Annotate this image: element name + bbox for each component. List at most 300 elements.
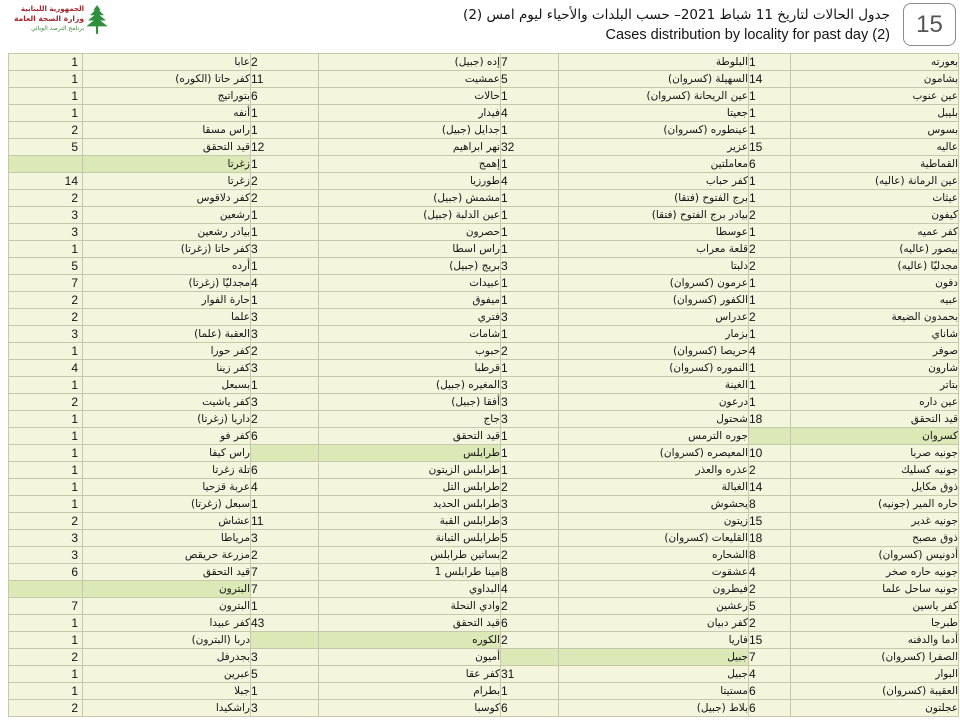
case-count-cell: 6 [501,700,559,717]
case-count-cell: 18 [749,411,791,428]
locality-cell: راس كيفا [83,445,251,462]
locality-cell: عين الدلبة (جبيل) [319,207,501,224]
locality-cell: برج الفتوح (فتقا) [559,190,749,207]
case-count-cell: 3 [501,258,559,275]
locality-cell: كفر عقا [319,666,501,683]
case-count-cell: 2 [749,462,791,479]
case-count-cell: 4 [749,666,791,683]
locality-cell: طبرجا [791,615,959,632]
locality-cell: داريا (زغرتا) [83,411,251,428]
locality-cell: بشامون [791,71,959,88]
locality-cell: زيتون [559,513,749,530]
case-count-cell: 1 [9,666,83,683]
locality-cell: عذره والعذر [559,462,749,479]
locality-cell: السهيلة (كسروان) [559,71,749,88]
locality-cell: كفر حاتا (الكوره) [83,71,251,88]
locality-cell: بجدرفل [83,649,251,666]
locality-cell: مينا طرابلس 1 [319,564,501,581]
locality-cell: كفر دبيان [559,615,749,632]
case-count-cell: 1 [9,54,83,71]
case-count-cell: 5 [749,598,791,615]
table-body [9,54,959,717]
table-row [9,343,959,360]
table-row [9,309,959,326]
locality-cell: بزمار [559,326,749,343]
case-count-cell: 14 [749,71,791,88]
locality-cell: أفقا (جبيل) [319,394,501,411]
case-count-cell: 1 [9,411,83,428]
locality-cell: عين عنوب [791,88,959,105]
locality-cell: تلة زغرتا [83,462,251,479]
case-count-cell: 2 [251,547,319,564]
case-count-cell: 1 [251,292,319,309]
case-count-cell: 1 [749,326,791,343]
page-number: 15 [903,3,956,46]
table-row [9,564,959,581]
locality-cell: قيد التحقق [83,139,251,156]
locality-cell: درعون [559,394,749,411]
case-count-cell: 4 [251,479,319,496]
locality-cell: كفر عبيدا [83,615,251,632]
locality-cell: الشحاره [559,547,749,564]
locality-cell: جبلا [83,683,251,700]
case-count-cell: 6 [501,615,559,632]
locality-cell: دلبتا [559,258,749,275]
case-count-cell: 1 [9,241,83,258]
case-count-cell: 2 [749,258,791,275]
table-row [9,139,959,156]
case-count-cell: 2 [501,547,559,564]
table-row [9,275,959,292]
locality-cell: مجدليّا (عاليه) [791,258,959,275]
page-title [463,5,890,45]
case-count-cell: 1 [501,292,559,309]
case-count-cell: 1 [501,360,559,377]
case-count-cell: 11 [251,71,319,88]
locality-cell: بتوراتيج [83,88,251,105]
case-count-cell: 1 [9,615,83,632]
locality-cell: مجدليّا (زغرتا) [83,275,251,292]
locality-cell: دفون [791,275,959,292]
case-count-cell: 1 [251,598,319,615]
case-count-cell: 3 [501,513,559,530]
table-row [9,615,959,632]
locality-cell: حصرون [319,224,501,241]
case-count-cell: 1 [251,105,319,122]
locality-cell: حالات [319,88,501,105]
case-count-cell: 4 [501,105,559,122]
locality-cell: جونيه صربا [791,445,959,462]
case-count-cell: 1 [251,377,319,394]
case-count-cell: 1 [501,190,559,207]
case-count-cell: 1 [501,122,559,139]
table-row [9,241,959,258]
case-count-cell: 5 [9,139,83,156]
case-count-cell: 3 [251,700,319,717]
locality-cell: قيد التحقق [319,428,501,445]
district-header-cell: البترون [83,581,251,598]
locality-cell: كفر ياشيت [83,394,251,411]
case-count-cell: 2 [9,649,83,666]
locality-cell: شارون [791,360,959,377]
locality-cell: البلوطة [559,54,749,71]
case-count-cell: 3 [501,309,559,326]
table-row [9,462,959,479]
table-row [9,581,959,598]
table-row [9,71,959,88]
locality-cell: العقيبة (كسروان) [791,683,959,700]
case-count-cell: 4 [501,173,559,190]
case-count-cell: 2 [501,479,559,496]
case-count-cell: 4 [501,581,559,598]
district-header-count-cell [9,581,83,598]
case-count-cell: 3 [251,326,319,343]
locality-cell: طرابلس القبة [319,513,501,530]
locality-cell: راشكيدا [83,700,251,717]
case-count-cell: 6 [9,564,83,581]
locality-cell: عين الرمانة (عاليه) [791,173,959,190]
table-row [9,411,959,428]
locality-cell: شحتول [559,411,749,428]
case-count-cell: 1 [251,683,319,700]
locality-cell: رشعين [83,207,251,224]
program-name: برنامج الترصد الوبائي [30,25,84,32]
locality-cell: كوسبا [319,700,501,717]
case-count-cell: 6 [749,700,791,717]
case-count-cell: 2 [749,207,791,224]
locality-cell: عين الريحانة (كسروان) [559,88,749,105]
table-row [9,683,959,700]
table-row [9,190,959,207]
case-count-cell: 1 [501,241,559,258]
locality-cell: شاناي [791,326,959,343]
case-count-cell: 1 [501,462,559,479]
case-count-cell: 3 [9,530,83,547]
case-count-cell: 1 [251,258,319,275]
locality-cell: حارة الفوار [83,292,251,309]
table-row [9,326,959,343]
locality-cell: مشمش (جبيل) [319,190,501,207]
case-count-cell: 2 [749,241,791,258]
case-count-cell: 4 [251,275,319,292]
locality-cell: عدراس [559,309,749,326]
case-count-cell: 1 [749,173,791,190]
locality-cell: عمشيت [319,71,501,88]
case-count-cell: 2 [9,394,83,411]
page-title-arabic: جدول الحالات لتاريخ 11 شباط 2021– حسب البلدات والأحياء ليوم امس (2) [463,7,890,23]
case-count-cell: 1 [749,122,791,139]
table-row [9,207,959,224]
case-count-cell: 2 [9,700,83,717]
locality-cell: أرده [83,258,251,275]
table-row [9,700,959,717]
table-row [9,258,959,275]
locality-cell: كفر زينا [83,360,251,377]
case-count-cell: 2 [9,122,83,139]
locality-cell: جوره الترمس [559,428,749,445]
locality-cell: دربا (البترون) [83,632,251,649]
locality-cell: كفر دلاقوس [83,190,251,207]
case-count-cell: 7 [9,598,83,615]
locality-cell: عاليه [791,139,959,156]
locality-cell: طرابلس التل [319,479,501,496]
locality-cell: نهر ابراهيم [319,139,501,156]
locality-cell: الغبالة [559,479,749,496]
locality-cell: القليعات (كسروان) [559,530,749,547]
locality-cell: أنفه [83,105,251,122]
locality-cell: طرابلس التبانة [319,530,501,547]
locality-cell: إده (جبيل) [319,54,501,71]
table-row [9,54,959,71]
case-count-cell: 14 [749,479,791,496]
case-count-cell: 2 [9,309,83,326]
locality-cell: كفر فو [83,428,251,445]
case-count-cell: 1 [501,445,559,462]
locality-cell: بعورته [791,54,959,71]
locality-cell: كفر حورا [83,343,251,360]
district-header-cell: جبيل [559,649,749,666]
locality-cell: البوار [791,666,959,683]
locality-cell: إهمج [319,156,501,173]
locality-cell: قرطبا [319,360,501,377]
case-count-cell: 6 [749,683,791,700]
locality-cell: كفر حباب [559,173,749,190]
locality-cell: بيادر رشعين [83,224,251,241]
case-count-cell: 1 [9,71,83,88]
table-row [9,394,959,411]
case-count-cell: 43 [251,615,319,632]
case-count-cell: 8 [749,547,791,564]
case-count-cell: 7 [749,649,791,666]
locality-cell: الكفور (كسروان) [559,292,749,309]
locality-cell: النموره (كسروان) [559,360,749,377]
case-count-cell: 5 [9,258,83,275]
locality-cell: زغرتا [83,173,251,190]
district-header-count-cell [501,649,559,666]
locality-cell: عربة قزحيا [83,479,251,496]
case-count-cell: 10 [749,445,791,462]
case-count-cell: 15 [749,513,791,530]
case-count-cell: 3 [501,394,559,411]
district-header-cell: طرابلس [319,445,501,462]
case-count-cell: 3 [9,547,83,564]
locality-cell: طورزيا [319,173,501,190]
case-count-cell: 7 [251,581,319,598]
case-count-cell: 6 [251,428,319,445]
table-row [9,173,959,190]
case-count-cell: 7 [9,275,83,292]
district-header-count-cell [749,428,791,445]
case-count-cell: 5 [501,530,559,547]
locality-cell: صوفر [791,343,959,360]
locality-cell: جونيه حاره صخر [791,564,959,581]
case-count-cell: 32 [501,139,559,156]
ministry-logo [8,3,108,39]
locality-cell: حبوب [319,343,501,360]
case-count-cell: 1 [9,496,83,513]
table-row [9,122,959,139]
case-count-cell: 1 [9,683,83,700]
case-count-cell: 8 [501,564,559,581]
case-count-cell: 3 [9,207,83,224]
case-count-cell: 5 [251,666,319,683]
locality-cell: عيثات [791,190,959,207]
case-count-cell: 3 [9,224,83,241]
case-count-cell: 6 [251,88,319,105]
table-row [9,479,959,496]
locality-cell: كفر ياسين [791,598,959,615]
locality-cell: بريج (جبيل) [319,258,501,275]
case-count-cell: 7 [501,54,559,71]
case-count-cell: 8 [749,496,791,513]
locality-cell: يحشوش [559,496,749,513]
case-count-cell: 3 [251,360,319,377]
locality-cell: بلاط (جبيل) [559,700,749,717]
locality-cell: بليبل [791,105,959,122]
locality-cell: أدونيس (كسروان) [791,547,959,564]
case-count-cell: 6 [749,156,791,173]
republic-name: الجمهورية اللبنانية [20,5,84,13]
locality-cell: عين داره [791,394,959,411]
table-row [9,360,959,377]
table-row [9,649,959,666]
locality-cell: كيفون [791,207,959,224]
case-count-cell: 3 [251,530,319,547]
locality-cell: كفر حاتا (زغرتا) [83,241,251,258]
locality-cell: راس مسقا [83,122,251,139]
locality-cell: المغيره (جبيل) [319,377,501,394]
case-count-cell: 7 [251,564,319,581]
locality-cell: معاملتين [559,156,749,173]
case-count-cell: 1 [501,683,559,700]
locality-cell: جبيل [559,666,749,683]
case-count-cell: 18 [749,530,791,547]
locality-cell: بيصور (عاليه) [791,241,959,258]
case-count-cell: 1 [9,105,83,122]
locality-cell: أميون [319,649,501,666]
locality-cell: فيدار [319,105,501,122]
locality-cell: ذوق مصبح [791,530,959,547]
case-count-cell: 2 [251,54,319,71]
locality-cell: طرابلس الحديد [319,496,501,513]
case-count-cell: 1 [501,88,559,105]
locality-cell: البداوي [319,581,501,598]
locality-cell: قلعة معراب [559,241,749,258]
table-row [9,632,959,649]
case-count-cell: 3 [501,411,559,428]
case-count-cell: 2 [251,343,319,360]
locality-cell: أدما والدفنه [791,632,959,649]
locality-cell: بطرام [319,683,501,700]
case-count-cell: 1 [501,275,559,292]
district-header-cell: الكوره [319,632,501,649]
case-count-cell: 2 [9,292,83,309]
case-count-cell: 1 [501,156,559,173]
locality-cell: ذوق مكايل [791,479,959,496]
locality-cell: عوسطا [559,224,749,241]
locality-cell: الصفرا (كسروان) [791,649,959,666]
logo-text [8,4,84,33]
locality-cell: قيد التحقق [791,411,959,428]
locality-cell: شامات [319,326,501,343]
table-row [9,428,959,445]
locality-cell: بسبعل [83,377,251,394]
locality-cell: فاريا [559,632,749,649]
locality-cell: عرمون (كسروان) [559,275,749,292]
locality-cell: جونيه كسليك [791,462,959,479]
cedar-logo-icon [86,4,108,36]
locality-cell: عزير [559,139,749,156]
district-header-count-cell [251,632,319,649]
locality-cell: جعيتا [559,105,749,122]
locality-cell: بتاتر [791,377,959,394]
locality-cell: علما [83,309,251,326]
locality-cell: كفر عميه [791,224,959,241]
case-count-cell: 1 [749,292,791,309]
locality-cell: مستيتا [559,683,749,700]
locality-cell: عشقوت [559,564,749,581]
case-count-cell: 2 [749,581,791,598]
district-header-cell: زغرتا [83,156,251,173]
case-count-cell: 1 [251,156,319,173]
district-header-count-cell [9,156,83,173]
case-count-cell: 1 [749,224,791,241]
case-count-cell: 6 [251,462,319,479]
case-count-cell: 1 [749,190,791,207]
locality-cell: عينطوره (كسروان) [559,122,749,139]
case-count-cell: 1 [501,326,559,343]
table-row [9,547,959,564]
case-count-cell: 1 [9,88,83,105]
locality-cell: قيد التحقق [83,564,251,581]
case-count-cell: 12 [251,139,319,156]
case-count-cell: 11 [251,513,319,530]
table-row [9,666,959,683]
case-count-cell: 2 [501,598,559,615]
case-count-cell: 3 [501,496,559,513]
district-header-count-cell [251,445,319,462]
case-count-cell: 1 [9,428,83,445]
cases-table [8,53,959,717]
case-count-cell: 1 [749,394,791,411]
locality-cell: بسوس [791,122,959,139]
table-row [9,224,959,241]
case-count-cell: 2 [749,615,791,632]
case-count-cell: 4 [749,343,791,360]
locality-cell: راس اسطا [319,241,501,258]
locality-cell: بساتين طرابلس [319,547,501,564]
case-count-cell: 1 [9,377,83,394]
locality-cell: عشاش [83,513,251,530]
locality-cell: رعشين [559,598,749,615]
case-count-cell: 1 [749,88,791,105]
locality-cell: حاره المير (جونيه) [791,496,959,513]
case-count-cell: 1 [501,224,559,241]
locality-cell: سبعل (زغرتا) [83,496,251,513]
case-count-cell: 1 [749,54,791,71]
locality-cell: بحمدون الضيعة [791,309,959,326]
locality-cell: جونيه ساحل علما [791,581,959,598]
case-count-cell: 1 [501,207,559,224]
case-count-cell: 31 [501,666,559,683]
table-row [9,88,959,105]
case-count-cell: 4 [749,564,791,581]
case-count-cell: 15 [749,139,791,156]
case-count-cell: 1 [9,479,83,496]
page-title-english: Cases distribution by locality for past day (2) [605,27,890,43]
case-count-cell: 3 [251,241,319,258]
case-count-cell: 2 [251,411,319,428]
